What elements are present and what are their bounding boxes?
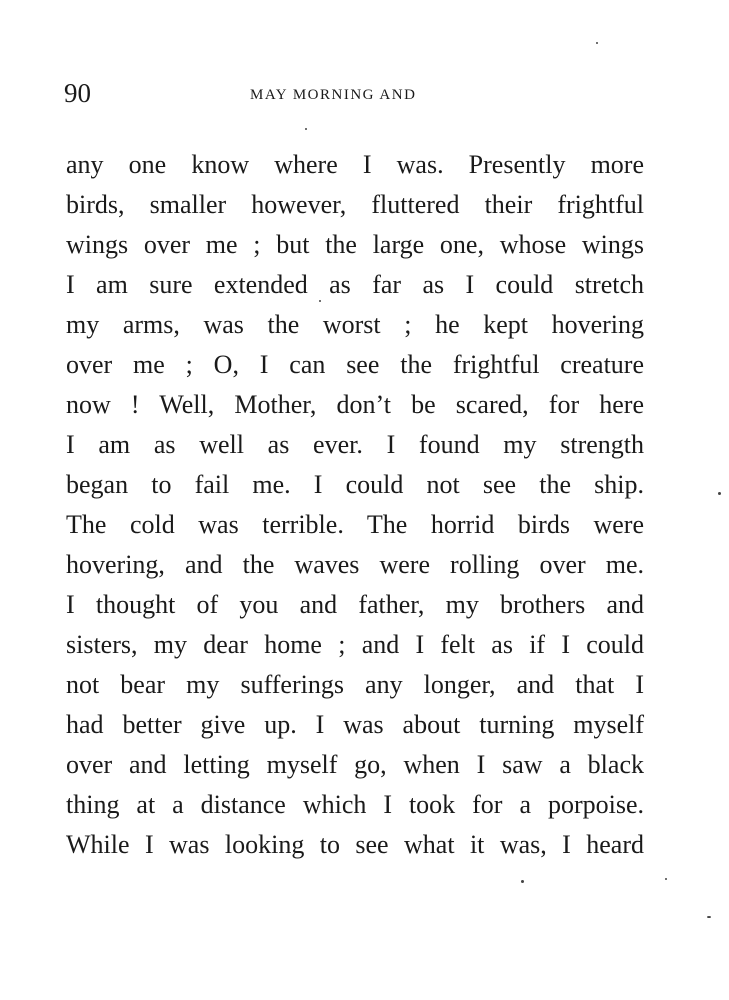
text-line-11: hovering, and the waves were rolling over me. bbox=[66, 550, 644, 579]
paper-speck bbox=[305, 128, 307, 130]
text-line-17: thing at a distance which I took for a porpoise. bbox=[66, 790, 644, 819]
paper-speck bbox=[521, 880, 524, 883]
paper-speck bbox=[665, 878, 667, 880]
text-line-10: The cold was terrible. The horrid birds were bbox=[66, 510, 644, 539]
body-text bbox=[66, 145, 644, 865]
paper-speck bbox=[319, 300, 321, 302]
text-line-13: sisters, my dear home ; and I felt as if I could bbox=[66, 630, 644, 659]
paper-speck bbox=[596, 42, 598, 44]
text-line-4: I am sure extended as far as I could stretch bbox=[66, 270, 644, 299]
text-line-6: over me ; O, I can see the frightful creature bbox=[66, 350, 644, 379]
text-line-5: my arms, was the worst ; he kept hovering bbox=[66, 310, 644, 339]
text-line-14: not bear my sufferings any longer, and that I bbox=[66, 670, 644, 699]
text-line-7: now ! Well, Mother, don’t be scared, for here bbox=[66, 390, 644, 419]
text-line-2: birds, smaller however, fluttered their frightful bbox=[66, 190, 644, 219]
paper-speck bbox=[718, 492, 721, 495]
page-header bbox=[64, 76, 644, 116]
text-line-18: While I was looking to see what it was, I heard bbox=[66, 830, 644, 859]
text-line-12: I thought of you and father, my brothers and bbox=[66, 590, 644, 619]
text-line-3: wings over me ; but the large one, whose wings bbox=[66, 230, 644, 259]
text-line-1: any one know where I was. Presently more bbox=[66, 150, 644, 179]
running-head: MAY MORNING AND bbox=[250, 87, 417, 103]
text-line-8: I am as well as ever. I found my strength bbox=[66, 430, 644, 459]
paper-speck bbox=[707, 916, 711, 918]
text-line-16: over and letting myself go, when I saw a black bbox=[66, 750, 644, 779]
text-line-15: had better give up. I was about turning myself bbox=[66, 710, 644, 739]
page-number: 90 bbox=[64, 78, 91, 108]
text-line-9: began to fail me. I could not see the ship. bbox=[66, 470, 644, 499]
